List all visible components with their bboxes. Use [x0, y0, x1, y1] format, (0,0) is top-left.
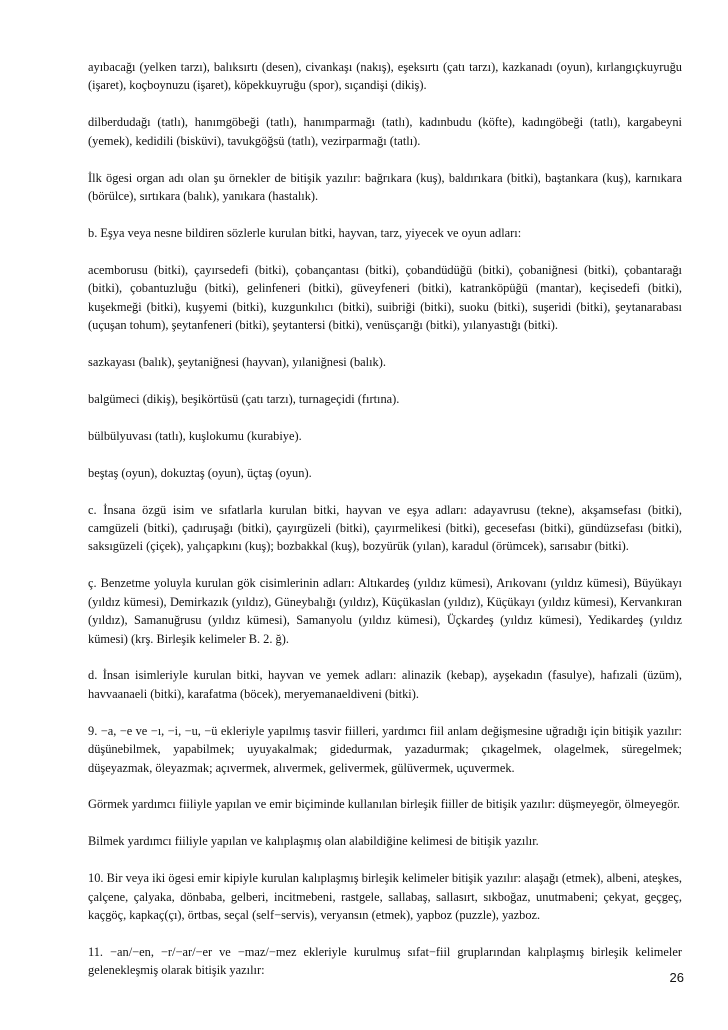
section-d-paragraph: d. İnsan isimleriyle kurulan bitki, hayvan ve yemek adları: alinazik (kebap), ayşekadın (fasulye), hafızali (üzüm), havvaanaeli (bitki), karafatma (böcek), meryemanaeldiveni (bitki).: [88, 668, 682, 701]
page-number: 26: [669, 970, 684, 985]
paragraph-fish-names: sazkayası (balık), şeytaniğnesi (hayvan), yılaniğnesi (balık).: [88, 354, 386, 369]
paragraph-organ-names: İlk ögesi organ adı olan şu örnekler de bitişik yazılır: bağrıkara (kuş), baldırıkara (bitki), baştankara (kuş), karnıkara (börülce), sırtıkara (balık), yanıkara (hastalık).: [88, 170, 682, 204]
paragraph-stitch-names: balgümeci (dikiş), beşikörtüsü (çatı tarzı), turnageçidi (fırtına).: [88, 391, 400, 406]
paragraph-dessert-names: dilberdudağı (tatlı), hanımgöbeği (tatlı), hanımparmağı (tatlı), kadınbudu (köfte), kadıngöbeği (tatlı), kargabeyni (yemek), kedidili (bisküvi), tavukgöğsü (tatlı), vezirparmağı (tatlı).: [88, 115, 682, 148]
rule-9-paragraph: 9. −a, −e ve −ı, −i, −u, −ü ekleriyle yapılmış tasvir fiilleri, yardımcı fiil anlam değişmesine uğradığı için bitişik yazılır: düşünebilmek, yapabilmek; uyuyakalmak; gidedurmak, yazadurmak; çıkagelmek, olagelmek, süregelmek; düşeyazmak, öleyazmak; açıvermek, alıvermek, gelivermek, gülüvermek, uçuvermek.: [88, 723, 682, 775]
section-c-cedilla-paragraph: ç. Benzetme yoluyla kurulan gök cisimlerinin adları: Altıkardeş (yıldız kümesi), Arıkovanı (yıldız kümesi), Büyükayı (yıldız kümesi), Demirkazık (yıldız), Güneybalığı (yıldız), Küçükaslan (yıldız), Küçükayı (yıldız kümesi), Kervankıran (yıldız), Samanuğrusu (yıldız kümesi), Samanyolu (yıldız kümesi), Üçkardeş (yıldız kümesi), Yedikardeş (yıldız kümesi) (krş. Birleşik kelimeler B. 2. ğ).: [88, 576, 682, 646]
paragraph-animal-part-names: ayıbacağı (yelken tarzı), balıksırtı (desen), civankaşı (nakış), eşeksırtı (çatı tarzı), kazkanadı (oyun), kırlangıçkuyruğu (işaret), koçboynuzu (işaret), köpekkuyruğu (spor), sıçandişi (dikiş).: [88, 60, 682, 93]
document-body: [88, 58, 682, 998]
gormek-paragraph: Görmek yardımcı fiiliyle yapılan ve emir biçiminde kullanılan birleşik fiiller de bitişik yazılır: düşmeyegör, ölmeyegör.: [88, 797, 681, 812]
paragraph-game-names: beştaş (oyun), dokuztaş (oyun), üçtaş (oyun).: [88, 465, 312, 480]
paragraph-sweet-names: bülbülyuvası (tatlı), kuşlokumu (kurabiye).: [88, 428, 302, 443]
rule-10-paragraph: 10. Bir veya iki ögesi emir kipiyle kurulan kalıplaşmış birleşik kelimeler bitişik yazılır: alaşağı (etmek), albeni, ateşkes, çalçene, çalyaka, dönbaba, gelberi, incitmebeni, rastgele, sallabaş, sallasırt, sıkboğaz, unutmabeni; çekyat, geçgeç, kaçgöç, kapkaç(çı), örtbas, seçal (self−servis), veryansın (etmek), yapboz (puzzle), yazboz.: [88, 871, 682, 923]
paragraph-plant-names: acemborusu (bitki), çayırsedefi (bitki), çobançantası (bitki), çobandüdüğü (bitki), çobaniğnesi (bitki), çobantarağı (bitki), çobantuzluğu (bitki), gelinfeneri (bitki), güveyfeneri (bitki), katranköpüğü (mantar), keçisedefi (bitki), kuşekmeği (bitki), kuşyemi (bitki), kuzgunkılıcı (bitki), suibriği (bitki), suoku (bitki), suşeridi (bitki), şeytanarabası (uçuşan tohum), şeytanfeneri (bitki), şeytantersi (bitki), venüsçarığı (bitki), yılanyastığı (bitki).: [88, 262, 682, 333]
section-c-paragraph: c. İnsana özgü isim ve sıfatlarla kurulan bitki, hayvan ve eşya adları: adayavrusu (tekne), akşamsefası (bitki), camgüzeli (bitki), çadıruşağı (bitki), çayırgüzeli (bitki), çayırmelikesi (bitki), gecesefası (bitki), gündüzsefası (bitki), saksıgüzeli (çiçek), yalıçapkını (kuş); bozbakkal (kuş), bozyürük (yılan), karadul (örümcek), sarısabır (bitki).: [88, 502, 682, 554]
rule-11-paragraph: 11. −an/−en, −r/−ar/−er ve −maz/−mez ekleriyle kurulmuş sıfat−fiil gruplarından kalıplaşmış birleşik kelimeler gelenekleşmiş olarak bitişik yazılır:: [88, 945, 682, 978]
bilmek-paragraph: Bilmek yardımcı fiiliyle yapılan ve kalıplaşmış olan alabildiğine kelimesi de bitişik yazılır.: [88, 834, 539, 849]
section-b-heading: b. Eşya veya nesne bildiren sözlerle kurulan bitki, hayvan, tarz, yiyecek ve oyun adları:: [88, 225, 522, 240]
